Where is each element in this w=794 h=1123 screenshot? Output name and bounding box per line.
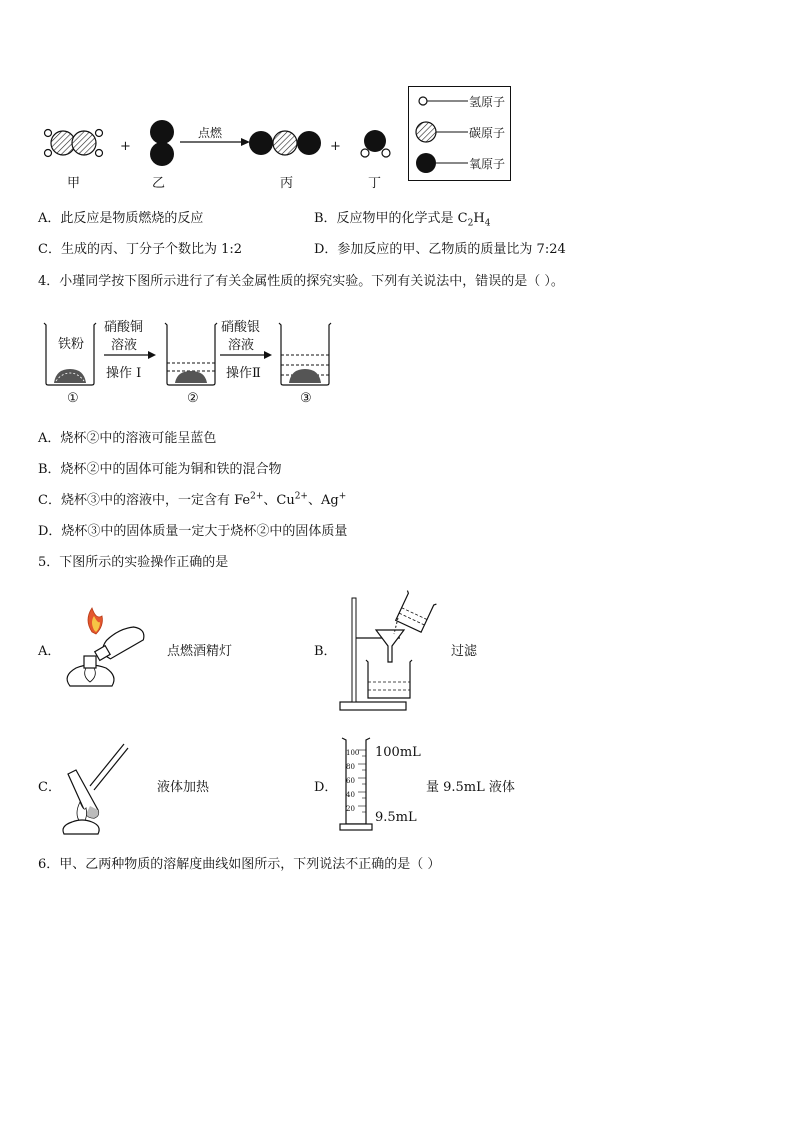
cylinder-tick-60: 60: [346, 777, 355, 785]
label-ding: 丁: [368, 176, 382, 191]
step2-reagent-2: 溶液: [228, 338, 255, 353]
q3-option-a: A．此反应是物质燃烧的反应: [38, 211, 204, 226]
q4-option-b: B．烧杯②中的固体可能为铜和铁的混合物: [38, 462, 282, 477]
step1-operation: 操作 I: [106, 366, 142, 381]
step1-arrow-icon: [104, 350, 156, 360]
cylinder-tick-40: 40: [346, 791, 355, 799]
step1-reagent-2: 溶液: [111, 338, 138, 353]
reaction-arrow-icon: [180, 136, 250, 148]
step2-arrow-icon: [220, 350, 272, 360]
molecule-yi-icon: [147, 120, 177, 168]
beaker-1-content: 铁粉: [58, 337, 85, 352]
label-jia: 甲: [67, 176, 81, 191]
heating-liquid-icon: [62, 740, 134, 836]
beaker-3-icon: [277, 321, 333, 387]
q5-option-c-text: 液体加热: [157, 780, 210, 795]
q5-option-a-text: 点燃酒精灯: [167, 644, 233, 659]
legend-c-label: 碳原子: [469, 126, 506, 140]
q3-option-b: B．反应物甲的化学式是 $C_2H_4$: [314, 211, 491, 229]
q3-option-c: C．生成的丙、丁分子个数比为 1:2: [38, 242, 243, 257]
beaker-2-number: ②: [187, 391, 199, 406]
cylinder-reading-label: 9.5mL: [375, 810, 417, 825]
alcohol-lamp-lighting-icon: [62, 606, 152, 696]
cylinder-capacity-label: 100mL: [375, 745, 421, 760]
q3-option-d: D．参加反应的甲、乙物质的质量比为 7:24: [314, 242, 566, 257]
step2-operation: 操作Ⅱ: [226, 366, 261, 381]
q5-option-b-text: 过滤: [451, 644, 478, 659]
filtration-apparatus-icon: [340, 590, 440, 712]
q5-option-a-letter: A．: [38, 644, 61, 659]
q5-option-c-letter: C．: [38, 780, 61, 795]
molecule-jia-icon: [44, 126, 104, 162]
cylinder-tick-100: 100: [346, 749, 360, 757]
legend-o-label: 氧原子: [469, 157, 506, 171]
reaction-condition: 点燃: [198, 126, 223, 140]
beaker-1-number: ①: [67, 391, 79, 406]
beaker-1-icon: [42, 321, 98, 387]
label-bing: 丙: [280, 176, 294, 191]
q5-option-d-text: 量 9.5mL 液体: [426, 780, 515, 795]
cylinder-tick-80: 80: [346, 763, 355, 771]
q5-stem: 5．下图所示的实验操作正确的是: [38, 555, 229, 570]
beaker-2-icon: [163, 321, 219, 387]
beaker-3-number: ③: [300, 391, 312, 406]
q4-option-a: A．烧杯②中的溶液可能呈蓝色: [38, 431, 217, 446]
q5-option-d-letter: D．: [314, 780, 338, 795]
step1-reagent: 硝酸铜: [104, 320, 144, 335]
plus-sign-2: +: [330, 139, 341, 154]
plus-sign-1: +: [120, 139, 131, 154]
label-yi: 乙: [152, 176, 166, 191]
cylinder-tick-labels: [346, 746, 359, 816]
cylinder-tick-20: 20: [346, 805, 355, 813]
molecule-ding-icon: [358, 128, 394, 160]
q4-stem: 4．小瑾同学按下图所示进行了有关金属性质的探究实验。下列有关说法中，错误的是（ ）。: [38, 274, 564, 289]
step2-reagent: 硝酸银: [221, 320, 261, 335]
q4-option-c: C．烧杯③中的溶液中，一定含有 $Fe^{2+}$、$Cu^{2+}$、Ag+: [38, 491, 347, 508]
legend-h-label: 氢原子: [469, 95, 506, 109]
q4-option-d: D．烧杯③中的固体质量一定大于烧杯②中的固体质量: [38, 524, 348, 539]
q5-option-b-letter: B．: [314, 644, 337, 659]
molecule-bing-icon: [249, 130, 321, 156]
q6-stem: 6．甲、乙两种物质的溶解度曲线如图所示，下列说法不正确的是（ ）: [38, 857, 441, 872]
